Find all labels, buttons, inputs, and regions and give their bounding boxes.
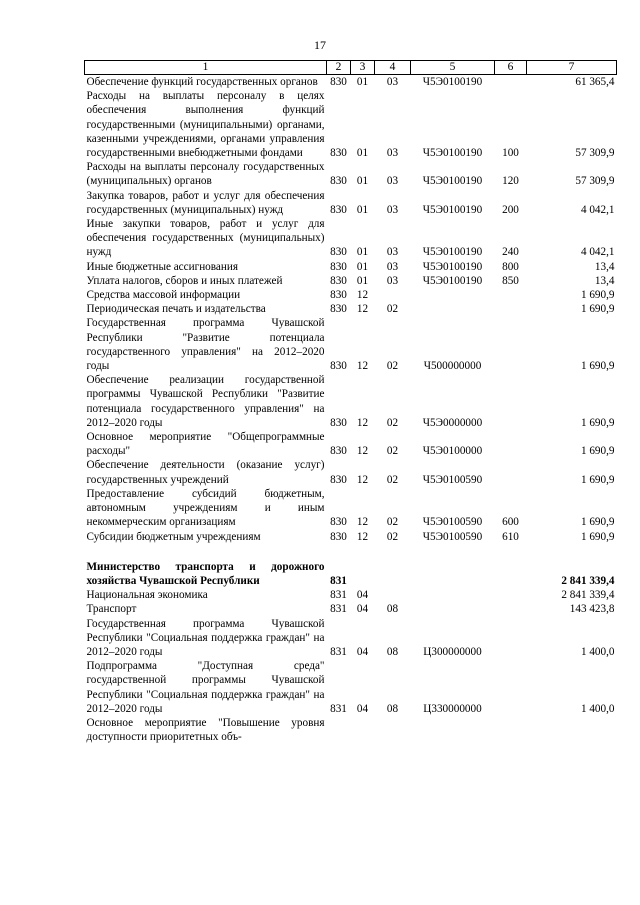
section-code-cell xyxy=(351,560,375,588)
subsection-code-cell: 02 xyxy=(386,530,399,543)
table-row xyxy=(85,617,617,660)
ministry-code-cell xyxy=(327,716,351,744)
spacer-cell xyxy=(85,544,617,560)
target-article-cell: Ч5Э0100190 xyxy=(422,175,483,188)
ministry-code-cell: 830 xyxy=(330,416,347,429)
expense-type-cell: 850 xyxy=(502,274,519,287)
expense-type-cell xyxy=(495,458,527,486)
target-article-cell: Ч5Э0000000 xyxy=(422,416,483,429)
amount-cell: 2 841 339,4 xyxy=(561,589,615,602)
header-cell: 4 xyxy=(375,61,411,75)
row-name-cell: Подпрограмма "Доступная среда" государственной программы Чувашской Республики "Социальная поддержка граждан" на 2012–2020 годы xyxy=(86,660,325,715)
expense-type-cell xyxy=(495,602,527,616)
ministry-code-cell: 830 xyxy=(330,303,347,316)
section-code-cell: 12 xyxy=(356,530,369,543)
amount-cell: 1 690,9 xyxy=(580,303,615,316)
subsection-code-cell: 03 xyxy=(386,76,399,88)
table-row xyxy=(85,302,617,316)
expense-type-cell: 240 xyxy=(502,246,519,259)
ministry-code-cell: 830 xyxy=(330,289,347,302)
ministry-code-cell: 831 xyxy=(330,702,347,715)
subsection-code-cell xyxy=(375,560,411,588)
row-name-cell: Иные бюджетные ассигнования xyxy=(86,260,238,273)
section-code-cell xyxy=(351,716,375,744)
expense-type-cell xyxy=(495,373,527,430)
ministry-code-cell: 830 xyxy=(330,360,347,373)
subsection-code-cell: 02 xyxy=(386,416,399,429)
subsection-code-cell: 08 xyxy=(386,645,399,658)
row-name-cell: Уплата налогов, сборов и иных платежей xyxy=(86,274,283,287)
ministry-code-cell: 830 xyxy=(330,445,347,458)
section-code-cell: 04 xyxy=(356,603,369,616)
expense-type-cell: 610 xyxy=(502,530,519,543)
table-row xyxy=(85,458,617,486)
subsection-code-cell: 03 xyxy=(386,203,399,216)
section-code-cell: 04 xyxy=(356,645,369,658)
subsection-code-cell: 02 xyxy=(386,473,399,486)
target-article-cell: Ч5Э0100590 xyxy=(422,530,483,543)
amount-cell: 1 690,9 xyxy=(580,516,615,529)
section-code-cell: 12 xyxy=(356,445,369,458)
subsection-code-cell xyxy=(375,716,411,744)
ministry-code-cell: 830 xyxy=(330,203,347,216)
amount-cell: 1 400,0 xyxy=(580,702,615,715)
expense-type-cell: 800 xyxy=(502,260,519,273)
expense-type-cell xyxy=(495,430,527,458)
section-code-cell: 04 xyxy=(356,589,369,602)
section-code-cell: 12 xyxy=(356,416,369,429)
amount-cell: 1 690,9 xyxy=(580,445,615,458)
amount-cell: 57 309,9 xyxy=(575,147,615,160)
table-row xyxy=(85,487,617,530)
expense-type-cell xyxy=(495,560,527,588)
expense-type-cell: 100 xyxy=(502,147,519,160)
expense-type-cell xyxy=(495,716,527,744)
table-row xyxy=(85,274,617,288)
budget-table xyxy=(84,60,617,744)
row-name-cell: Транспорт xyxy=(86,603,137,616)
row-name-cell: Обеспечение функций государственных органов xyxy=(86,76,318,88)
target-article-cell xyxy=(411,288,495,302)
section-code-cell: 12 xyxy=(356,516,369,529)
ministry-code-cell: 830 xyxy=(330,76,347,88)
table-row xyxy=(85,89,617,160)
row-name-cell: Государственная программа Чувашской Республики "Социальная поддержка граждан" на 2012–2020 годы xyxy=(86,617,325,658)
section-code-cell: 01 xyxy=(356,246,369,259)
row-name-cell: Обеспечение деятельности (оказание услуг) государственных учреждений xyxy=(86,459,325,486)
target-article-cell: Ц300000000 xyxy=(423,645,482,658)
row-name-cell: Министерство транспорта и дорожного хозяйства Чувашской Республики xyxy=(86,560,325,587)
table-row xyxy=(85,373,617,430)
ministry-code-cell: 830 xyxy=(330,274,347,287)
expense-type-cell xyxy=(495,617,527,660)
ministry-code-cell: 830 xyxy=(330,516,347,529)
subsection-code-cell: 02 xyxy=(386,445,399,458)
expense-type-cell xyxy=(495,288,527,302)
amount-cell: 1 690,9 xyxy=(580,473,615,486)
amount-cell: 143 423,8 xyxy=(569,603,615,616)
header-cell: 5 xyxy=(411,61,495,75)
table-header-row xyxy=(85,61,617,75)
target-article-cell: Ч5Э0100000 xyxy=(422,445,483,458)
target-article-cell: Ч5Э0100190 xyxy=(422,76,483,88)
expense-type-cell xyxy=(495,302,527,316)
amount-cell: 4 042,1 xyxy=(580,246,615,259)
subsection-code-cell: 03 xyxy=(386,274,399,287)
subsection-code-cell: 08 xyxy=(386,603,399,616)
header-cell: 3 xyxy=(351,61,375,75)
row-name-cell: Основное мероприятие "Общепрограммные расходы" xyxy=(86,431,325,458)
expense-type-cell: 200 xyxy=(502,203,519,216)
table-row xyxy=(85,560,617,588)
target-article-cell xyxy=(411,302,495,316)
table-row xyxy=(85,75,617,90)
subsection-code-cell: 03 xyxy=(386,246,399,259)
row-name-cell: Основное мероприятие "Повышение уровня доступности приоритетных объ- xyxy=(86,716,325,744)
ministry-code-cell: 830 xyxy=(330,260,347,273)
expense-type-cell: 600 xyxy=(502,516,519,529)
section-code-cell: 12 xyxy=(356,360,369,373)
expense-type-cell xyxy=(495,659,527,716)
row-name-cell: Расходы на выплаты персоналу государственных (муниципальных) органов xyxy=(86,161,325,188)
target-article-cell: Ч5Э0100590 xyxy=(422,516,483,529)
target-article-cell: Ч5Э0100190 xyxy=(422,260,483,273)
amount-cell: 1 690,9 xyxy=(580,416,615,429)
target-article-cell: Ч5Э0100190 xyxy=(422,203,483,216)
table-row xyxy=(85,602,617,616)
amount-cell: 61 365,4 xyxy=(575,76,615,88)
subsection-code-cell: 02 xyxy=(386,516,399,529)
row-name-cell: Обеспечение реализации государственной программы Чувашской Республики "Развитие потенциала государственного управления" на 2012–2020 годы xyxy=(86,374,325,429)
table-row xyxy=(85,260,617,274)
row-name-cell: Предоставление субсидий бюджетным, автономным учреждениям и иным некоммерческим организациям xyxy=(86,487,325,529)
subsection-code-cell xyxy=(375,288,411,302)
row-name-cell: Расходы на выплаты персоналу в целях обеспечения выполнения функций государственными (муниципальными) органами, казенными учреждениями, органами управления государственными внебюджетными фондами xyxy=(86,90,325,160)
ministry-code-cell: 831 xyxy=(330,645,347,658)
subsection-code-cell: 08 xyxy=(386,702,399,715)
row-name-cell: Периодическая печать и издательства xyxy=(86,303,266,316)
header-cell: 2 xyxy=(327,61,351,75)
amount-cell: 1 400,0 xyxy=(580,645,615,658)
section-code-cell: 01 xyxy=(356,76,369,88)
table-row xyxy=(85,430,617,458)
amount-cell: 57 309,9 xyxy=(575,175,615,188)
ministry-code-cell: 830 xyxy=(330,175,347,188)
ministry-code-cell: 830 xyxy=(330,473,347,486)
ministry-code-cell: 831 xyxy=(330,603,347,616)
section-code-cell: 01 xyxy=(356,260,369,273)
amount-cell: 1 690,9 xyxy=(580,360,615,373)
amount-cell: 2 841 339,4 xyxy=(561,574,615,587)
row-name-cell: Национальная экономика xyxy=(86,589,208,602)
table-row xyxy=(85,588,617,602)
target-article-cell xyxy=(411,588,495,602)
table-row xyxy=(85,217,617,260)
ministry-code-cell: 831 xyxy=(330,574,347,587)
amount-cell xyxy=(527,716,617,744)
row-name-cell: Иные закупки товаров, работ и услуг для обеспечения государственных (муниципальных) нужд xyxy=(86,218,325,259)
header-cell: 7 xyxy=(527,61,617,75)
subsection-code-cell xyxy=(375,588,411,602)
ministry-code-cell: 830 xyxy=(330,246,347,259)
page-number: 17 xyxy=(314,38,326,52)
ministry-code-cell: 830 xyxy=(330,530,347,543)
amount-cell: 1 690,9 xyxy=(580,530,615,543)
section-code-cell: 01 xyxy=(356,147,369,160)
expense-type-cell: 120 xyxy=(502,175,519,188)
section-code-cell: 12 xyxy=(356,289,369,302)
section-code-cell: 12 xyxy=(356,473,369,486)
amount-cell: 1 690,9 xyxy=(580,289,615,302)
amount-cell: 4 042,1 xyxy=(580,203,615,216)
target-article-cell: Ч5Э0100190 xyxy=(422,246,483,259)
target-article-cell xyxy=(411,602,495,616)
row-name-cell: Субсидии бюджетным учреждениям xyxy=(86,530,261,543)
header-cell: 1 xyxy=(85,61,327,75)
ministry-code-cell: 830 xyxy=(330,147,347,160)
target-article-cell: Ч5Э0100190 xyxy=(422,147,483,160)
table-row xyxy=(85,659,617,716)
target-article-cell: Ц330000000 xyxy=(423,702,482,715)
target-article-cell xyxy=(411,560,495,588)
subsection-code-cell: 03 xyxy=(386,175,399,188)
section-code-cell: 01 xyxy=(356,175,369,188)
expense-type-cell xyxy=(495,75,527,90)
row-name-cell: Средства массовой информации xyxy=(86,289,241,302)
table-row xyxy=(85,716,617,744)
ministry-code-cell: 831 xyxy=(330,589,347,602)
target-article-cell: Ч5Э0100590 xyxy=(422,473,483,486)
expense-type-cell xyxy=(495,316,527,373)
section-code-cell: 12 xyxy=(356,303,369,316)
header-cell: 6 xyxy=(495,61,527,75)
target-article-cell: Ч500000000 xyxy=(423,360,482,373)
section-code-cell: 01 xyxy=(356,274,369,287)
subsection-code-cell: 03 xyxy=(386,260,399,273)
table-row xyxy=(85,288,617,302)
spacer-row xyxy=(85,544,617,560)
target-article-cell xyxy=(411,716,495,744)
table-row xyxy=(85,530,617,544)
target-article-cell: Ч5Э0100190 xyxy=(422,274,483,287)
row-name-cell: Государственная программа Чувашской Республики "Развитие потенциала государственного управления" на 2012–2020 годы xyxy=(86,317,325,373)
amount-cell: 13,4 xyxy=(594,260,615,273)
table-row xyxy=(85,189,617,217)
subsection-code-cell: 03 xyxy=(386,147,399,160)
row-name-cell: Закупка товаров, работ и услуг для обеспечения государственных (муниципальных) нужд xyxy=(86,189,325,216)
table-row xyxy=(85,316,617,373)
expense-type-cell xyxy=(495,588,527,602)
amount-cell: 13,4 xyxy=(594,274,615,287)
subsection-code-cell: 02 xyxy=(386,303,399,316)
subsection-code-cell: 02 xyxy=(386,360,399,373)
table-row xyxy=(85,160,617,188)
section-code-cell: 04 xyxy=(356,702,369,715)
section-code-cell: 01 xyxy=(356,203,369,216)
